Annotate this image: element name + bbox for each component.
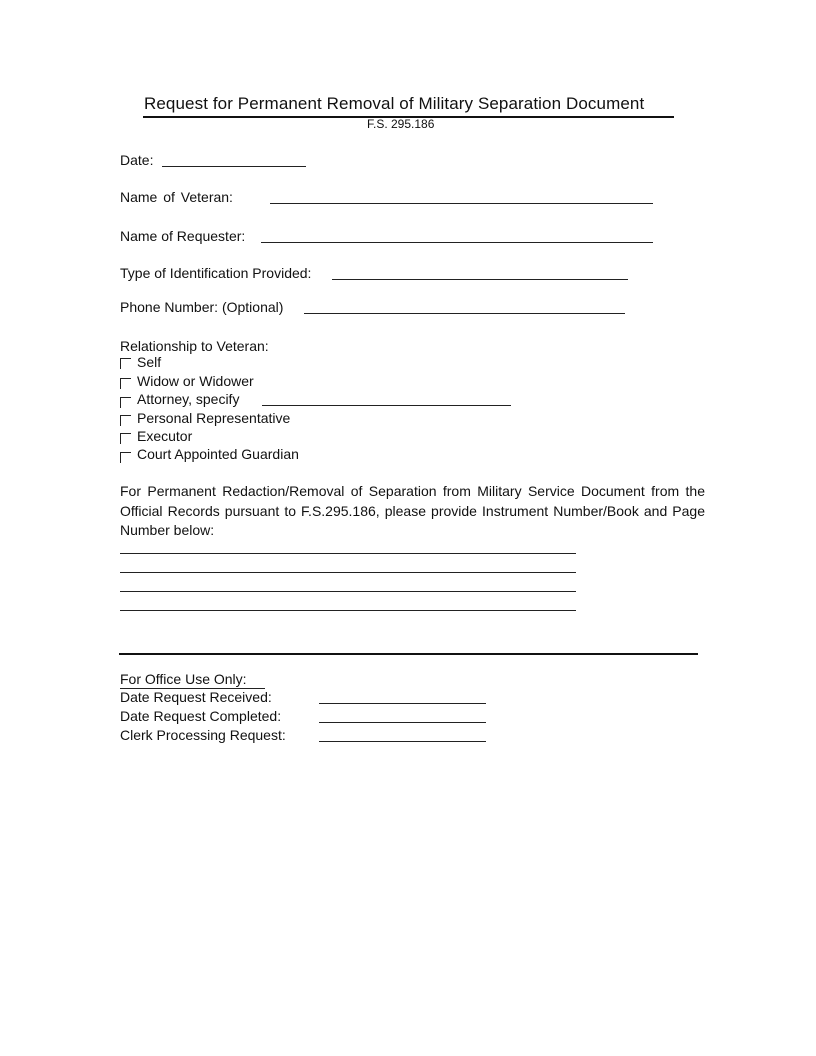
identification-type-field[interactable] [332, 279, 628, 280]
instrument-line-4[interactable] [120, 610, 576, 611]
date-label: Date: [120, 152, 154, 168]
identification-type-label: Type of Identification Provided: [120, 265, 312, 281]
self-checkbox[interactable] [120, 358, 131, 369]
veteran-name-label: Name of Veteran: [120, 189, 233, 205]
personal-representative-option-label: Personal Representative [137, 410, 291, 426]
clerk-label: Clerk Processing Request: [120, 727, 286, 743]
guardian-checkbox[interactable] [120, 452, 131, 463]
personal-representative-checkbox[interactable] [120, 415, 131, 426]
self-option-label: Self [137, 354, 162, 370]
statute-reference: F.S. 295.186 [367, 117, 435, 131]
requester-name-label: Name of Requester: [120, 228, 246, 244]
requester-name-field[interactable] [261, 242, 653, 243]
attorney-option-label: Attorney, specify [137, 391, 240, 407]
clerk-field[interactable] [319, 741, 486, 742]
guardian-option-label: Court Appointed Guardian [137, 446, 299, 462]
form-title: Request for Permanent Removal of Military Separation Document [144, 94, 645, 113]
office-section-divider [119, 653, 698, 655]
attorney-checkbox[interactable] [120, 397, 131, 408]
instructions-paragraph: For Permanent Redaction/Removal of Separation from Military Service Document from the Official Records pursuant to F.S.295.186, please provide Instrument Number/Book and Page Number below: [120, 483, 705, 538]
instrument-line-2[interactable] [120, 572, 576, 573]
date-received-field[interactable] [319, 703, 486, 704]
date-received-label: Date Request Received: [120, 689, 272, 705]
date-field[interactable] [162, 166, 306, 167]
veteran-name-field[interactable] [270, 203, 653, 204]
instrument-line-1[interactable] [120, 553, 576, 554]
widow-checkbox[interactable] [120, 378, 131, 389]
phone-field[interactable] [304, 313, 625, 314]
executor-checkbox[interactable] [120, 433, 131, 444]
date-completed-label: Date Request Completed: [120, 708, 282, 724]
office-use-heading: For Office Use Only: [120, 671, 247, 687]
widow-option-label: Widow or Widower [137, 373, 254, 389]
relationship-heading: Relationship to Veteran: [120, 338, 269, 354]
date-completed-field[interactable] [319, 722, 486, 723]
executor-option-label: Executor [137, 428, 193, 444]
phone-label: Phone Number: (Optional) [120, 299, 284, 315]
attorney-specify-field[interactable] [262, 405, 511, 406]
instrument-line-3[interactable] [120, 591, 576, 592]
